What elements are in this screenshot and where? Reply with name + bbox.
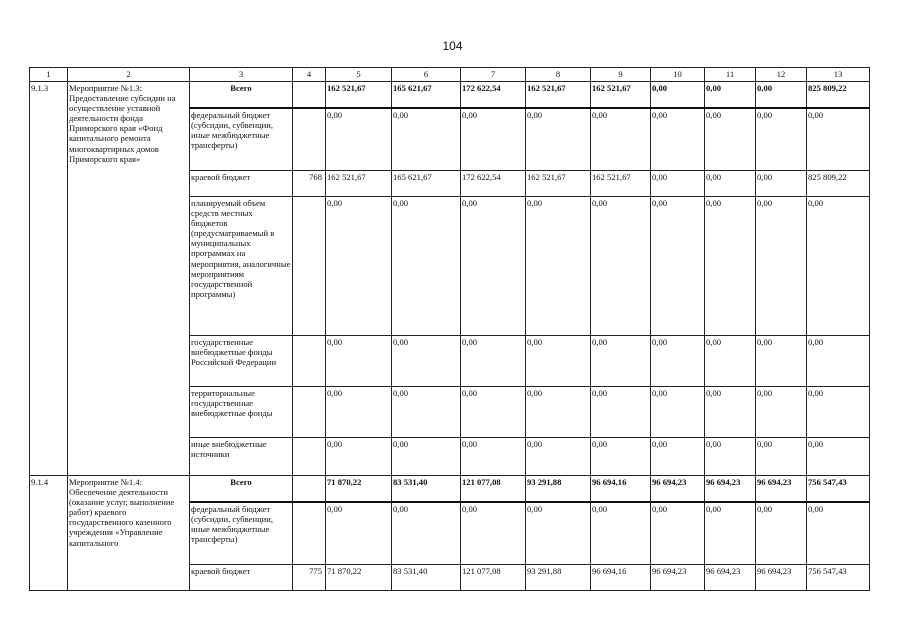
- budget-code: [293, 476, 326, 502]
- amount-cell: 0,00: [392, 197, 461, 336]
- amount-cell: 162 521,67: [326, 82, 392, 108]
- funding-source: федеральный бюджет (субсидии, субвенции, иные межбюджетные трансферты): [190, 108, 293, 171]
- amount-cell: 96 694,23: [705, 565, 756, 591]
- amount-cell: 0,00: [326, 336, 392, 387]
- row-code: 9.1.3: [30, 82, 68, 476]
- amount-cell: 172 622,54: [461, 82, 526, 108]
- amount-cell: 96 694,23: [651, 565, 705, 591]
- amount-cell: 0,00: [461, 438, 526, 476]
- amount-cell: 0,00: [326, 502, 392, 565]
- budget-code: 775: [293, 565, 326, 591]
- amount-cell: 71 870,22: [326, 476, 392, 502]
- amount-cell: 0,00: [392, 387, 461, 438]
- amount-cell: 0,00: [461, 387, 526, 438]
- amount-cell: 0,00: [526, 336, 591, 387]
- amount-cell: 96 694,16: [591, 476, 651, 502]
- budget-code: [293, 82, 326, 108]
- amount-cell: 162 521,67: [526, 171, 591, 197]
- amount-cell: 0,00: [651, 336, 705, 387]
- table-row: [30, 476, 870, 502]
- amount-cell: 0,00: [526, 387, 591, 438]
- amount-cell: 162 521,67: [526, 82, 591, 108]
- amount-cell: 0,00: [326, 108, 392, 171]
- funding-source: федеральный бюджет (субсидии, субвенции, иные межбюджетные трансферты): [190, 502, 293, 565]
- amount-cell: 0,00: [807, 438, 870, 476]
- budget-code: [293, 336, 326, 387]
- header-row: [30, 68, 870, 82]
- amount-cell: 96 694,23: [705, 476, 756, 502]
- amount-cell: 0,00: [526, 197, 591, 336]
- amount-cell: 0,00: [392, 502, 461, 565]
- budget-code: [293, 387, 326, 438]
- col-header: 4: [293, 68, 326, 82]
- amount-cell: 0,00: [756, 108, 807, 171]
- amount-cell: 0,00: [651, 171, 705, 197]
- amount-cell: 0,00: [705, 502, 756, 565]
- amount-cell: 121 077,08: [461, 476, 526, 502]
- amount-cell: 0,00: [392, 336, 461, 387]
- budget-code: [293, 108, 326, 171]
- measure-title: Мероприятие №1.3: Предоставление субсидии на осуществление уставной деятельности фонда Приморского края «Фонд капитального ремонта многоквартирных домов Приморского края»: [68, 82, 190, 476]
- amount-cell: 0,00: [705, 336, 756, 387]
- amount-cell: 0,00: [651, 387, 705, 438]
- amount-cell: 0,00: [807, 387, 870, 438]
- amount-cell: 0,00: [756, 438, 807, 476]
- amount-cell: 0,00: [326, 387, 392, 438]
- amount-cell: 96 694,23: [756, 476, 807, 502]
- measure-title: Мероприятие №1.4: Обеспечение деятельности (оказание услуг, выполнение работ) краевого государственного казенного учреждения «Управление капитального: [68, 476, 190, 591]
- col-header: 1: [30, 68, 68, 82]
- amount-cell: 0,00: [591, 336, 651, 387]
- amount-cell: 0,00: [756, 336, 807, 387]
- amount-cell: 0,00: [591, 197, 651, 336]
- funding-source: территориальные государственные внебюджетные фонды: [190, 387, 293, 438]
- amount-cell: 0,00: [461, 336, 526, 387]
- amount-cell: 93 291,88: [526, 476, 591, 502]
- amount-cell: 0,00: [651, 502, 705, 565]
- col-header: 7: [461, 68, 526, 82]
- amount-cell: 96 694,23: [756, 565, 807, 591]
- amount-cell: 0,00: [526, 502, 591, 565]
- amount-cell: 0,00: [392, 108, 461, 171]
- col-header: 11: [705, 68, 756, 82]
- amount-cell: 0,00: [591, 387, 651, 438]
- budget-code: [293, 197, 326, 336]
- amount-cell: 0,00: [591, 438, 651, 476]
- col-header: 13: [807, 68, 870, 82]
- amount-cell: 162 521,67: [326, 171, 392, 197]
- amount-cell: 0,00: [651, 438, 705, 476]
- amount-cell: 0,00: [756, 387, 807, 438]
- amount-cell: 165 621,67: [392, 82, 461, 108]
- col-header: 6: [392, 68, 461, 82]
- amount-cell: 756 547,43: [807, 565, 870, 591]
- table-row: [30, 82, 870, 108]
- amount-cell: 0,00: [705, 82, 756, 108]
- amount-cell: 162 521,67: [591, 171, 651, 197]
- amount-cell: 0,00: [705, 171, 756, 197]
- amount-cell: 0,00: [591, 108, 651, 171]
- amount-cell: 0,00: [705, 438, 756, 476]
- col-header: 2: [68, 68, 190, 82]
- col-header: 9: [591, 68, 651, 82]
- col-header: 3: [190, 68, 293, 82]
- amount-cell: 0,00: [326, 438, 392, 476]
- amount-cell: 0,00: [461, 502, 526, 565]
- amount-cell: 0,00: [392, 438, 461, 476]
- amount-cell: 121 077,08: [461, 565, 526, 591]
- amount-cell: 96 694,23: [651, 476, 705, 502]
- amount-cell: 0,00: [756, 82, 807, 108]
- funding-source: краевой бюджет: [190, 565, 293, 591]
- amount-cell: 0,00: [705, 108, 756, 171]
- amount-cell: 71 870,22: [326, 565, 392, 591]
- amount-cell: 83 531,40: [392, 565, 461, 591]
- amount-cell: 96 694,16: [591, 565, 651, 591]
- amount-cell: 0,00: [756, 197, 807, 336]
- amount-cell: 0,00: [461, 197, 526, 336]
- budget-table: [29, 67, 870, 591]
- col-header: 8: [526, 68, 591, 82]
- amount-cell: 0,00: [807, 336, 870, 387]
- page-number: 104: [442, 39, 463, 53]
- amount-cell: 172 622,54: [461, 171, 526, 197]
- col-header: 10: [651, 68, 705, 82]
- amount-cell: 83 531,40: [392, 476, 461, 502]
- row-code: 9.1.4: [30, 476, 68, 591]
- funding-source: Всего: [190, 82, 293, 108]
- amount-cell: 0,00: [807, 502, 870, 565]
- amount-cell: 162 521,67: [591, 82, 651, 108]
- table-body: [30, 68, 870, 591]
- amount-cell: 0,00: [756, 171, 807, 197]
- amount-cell: 0,00: [651, 197, 705, 336]
- amount-cell: 0,00: [526, 108, 591, 171]
- funding-source: планируемый объем средств местных бюджетов (предусматриваемый в муниципальных программах на мероприятия, аналогичные мероприятиям государственной программы): [190, 197, 293, 336]
- amount-cell: 0,00: [705, 197, 756, 336]
- funding-source: государственные внебюджетные фонды Российской Федерации: [190, 336, 293, 387]
- budget-code: [293, 438, 326, 476]
- amount-cell: 0,00: [591, 502, 651, 565]
- amount-cell: 825 809,22: [807, 82, 870, 108]
- budget-code: [293, 502, 326, 565]
- funding-source: Всего: [190, 476, 293, 502]
- funding-source: иные внебюджетные источники: [190, 438, 293, 476]
- amount-cell: 0,00: [326, 197, 392, 336]
- amount-cell: 0,00: [526, 438, 591, 476]
- funding-source: краевой бюджет: [190, 171, 293, 197]
- col-header: 5: [326, 68, 392, 82]
- amount-cell: 0,00: [651, 82, 705, 108]
- amount-cell: 825 809,22: [807, 171, 870, 197]
- amount-cell: 756 547,43: [807, 476, 870, 502]
- amount-cell: 0,00: [461, 108, 526, 171]
- col-header: 12: [756, 68, 807, 82]
- budget-code: 768: [293, 171, 326, 197]
- amount-cell: 0,00: [756, 502, 807, 565]
- amount-cell: 0,00: [705, 387, 756, 438]
- amount-cell: 0,00: [807, 108, 870, 171]
- amount-cell: 0,00: [807, 197, 870, 336]
- amount-cell: 93 291,88: [526, 565, 591, 591]
- amount-cell: 165 621,67: [392, 171, 461, 197]
- amount-cell: 0,00: [651, 108, 705, 171]
